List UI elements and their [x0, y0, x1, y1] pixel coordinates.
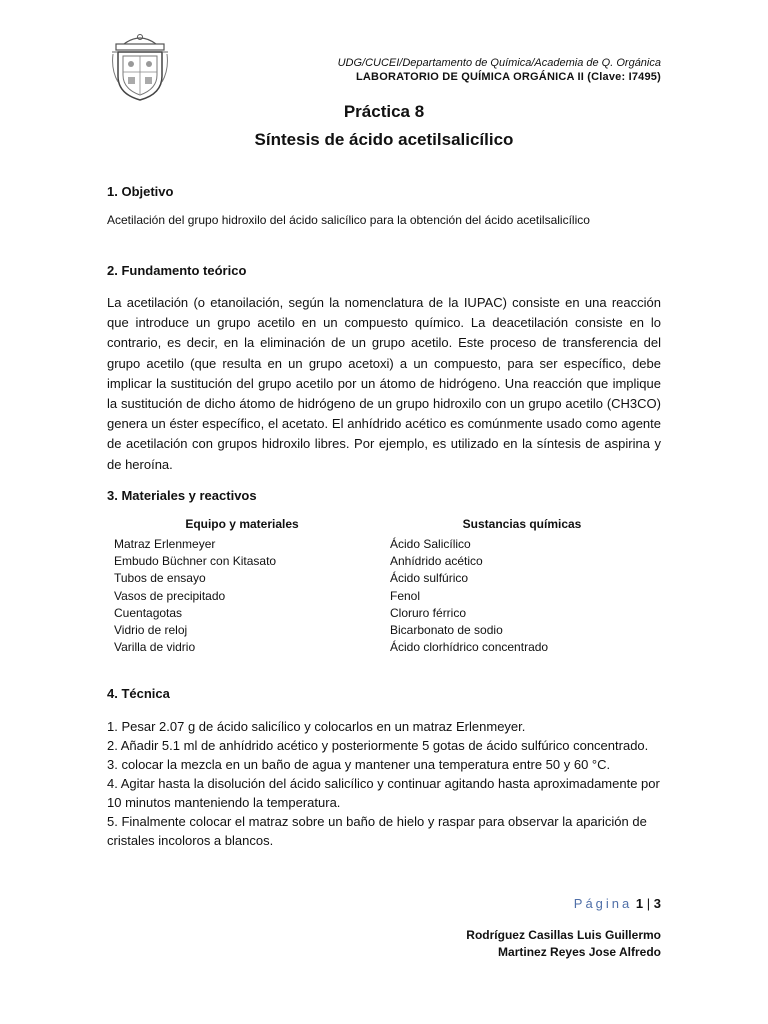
list-item: Fenol [390, 588, 421, 603]
list-item: Ácido sulfúrico [390, 571, 469, 586]
list-item: Cuentagotas [114, 605, 183, 620]
sustancias-list [390, 536, 548, 656]
list-item: Vasos de precipitado [114, 588, 226, 603]
fundamento-text: La acetilación (o etanoilación, según la nomenclatura de la IUPAC) consiste en una reacción que introduce un grupo acetilo en un compuesto químico. La deacetilación consiste en lo contrario, es decir, en la eliminación de un grupo acetilo. Este proceso de transferencia del grupo acetilo (que resulta en un grupo acetoxi) a un compuesto, para ser específico, debe implicar la sustitución del grupo acetilo por un átomo de hidrógeno. Una reacción que implique la sustitución de dicho átomo de hidrógeno de un grupo hidroxilo con un grupo acetilo (CH3CO) genera un éster específico, el acetato. El anhídrido acético es comúnmente usado como agente de acetilación con grupos hidroxilo libres. Por ejemplo, es utilizado en la síntesis de aspirina y de heroína. [107, 295, 661, 472]
tecnica-steps [107, 717, 667, 850]
list-item: Embudo Büchner con Kitasato [114, 554, 277, 569]
step-item: 3. colocar la mezcla en un baño de agua y mantener una temperatura entre 50 y 60 °C. [107, 757, 611, 772]
page-label: Página [573, 896, 633, 911]
list-item: Ácido clorhídrico concentrado [390, 640, 549, 655]
list-item: Ácido Salicílico [390, 537, 471, 551]
list-item: Bicarbonato de sodio [390, 623, 503, 638]
list-item: Cloruro férrico [390, 605, 467, 620]
header-department: UDG/CUCEI/Departamento de Química/Academia de Q. Orgánica [337, 57, 661, 69]
section-heading-materiales: 3. Materiales y reactivos [107, 488, 257, 503]
header-course: LABORATORIO DE QUÍMICA ORGÁNICA II (Clave: I7495) [355, 71, 661, 83]
step-item: 5. Finalmente colocar el matraz sobre un baño de hielo y raspar para observar la aparición de cristales incoloros a blancos. [107, 814, 647, 848]
author-name: Martinez Reyes Jose Alfredo [498, 945, 661, 959]
list-item: Vidrio de reloj [114, 623, 188, 638]
university-seal-logo [110, 30, 170, 102]
section-heading-tecnica: 4. Técnica [107, 686, 170, 701]
author-name: Rodríguez Casillas Luis Guillermo [466, 928, 661, 942]
list-item: Anhídrido acético [390, 554, 483, 569]
section-heading-fundamento: 2. Fundamento teórico [107, 263, 247, 278]
page-number: 1 [635, 896, 644, 911]
authors-block [466, 927, 661, 961]
step-item: 2. Añadir 5.1 ml de anhídrido acético y posteriormente 5 gotas de ácido sulfúrico concentrado. [107, 738, 649, 753]
sustancias-heading: Sustancias químicas [462, 517, 582, 531]
equipo-heading: Equipo y materiales [185, 517, 299, 531]
step-item: 1. Pesar 2.07 g de ácido salicílico y colocarlos en un matraz Erlenmeyer. [107, 719, 526, 734]
section-heading-objetivo: 1. Objetivo [107, 184, 174, 199]
page-separator: | [646, 896, 651, 911]
equipo-list [114, 536, 276, 656]
objetivo-text: Acetilación del grupo hidroxilo del ácido salicílico para la obtención del ácido acetilsalicílico [107, 213, 590, 227]
practice-subject: Síntesis de ácido acetilsalicílico [254, 130, 514, 149]
practice-title: Práctica 8 [343, 102, 425, 121]
materials-table [107, 517, 661, 657]
page-indicator [574, 896, 661, 911]
page-total: 3 [653, 896, 661, 911]
document-header [338, 56, 661, 84]
list-item: Tubos de ensayo [114, 571, 206, 586]
list-item: Varilla de vidrio [114, 640, 196, 655]
list-item: Matraz Erlenmeyer [114, 537, 216, 551]
step-item: 4. Agitar hasta la disolución del ácido salicílico y continuar agitando hasta aproximadamente por 10 minutos manteniendo la temperatura. [107, 776, 660, 810]
